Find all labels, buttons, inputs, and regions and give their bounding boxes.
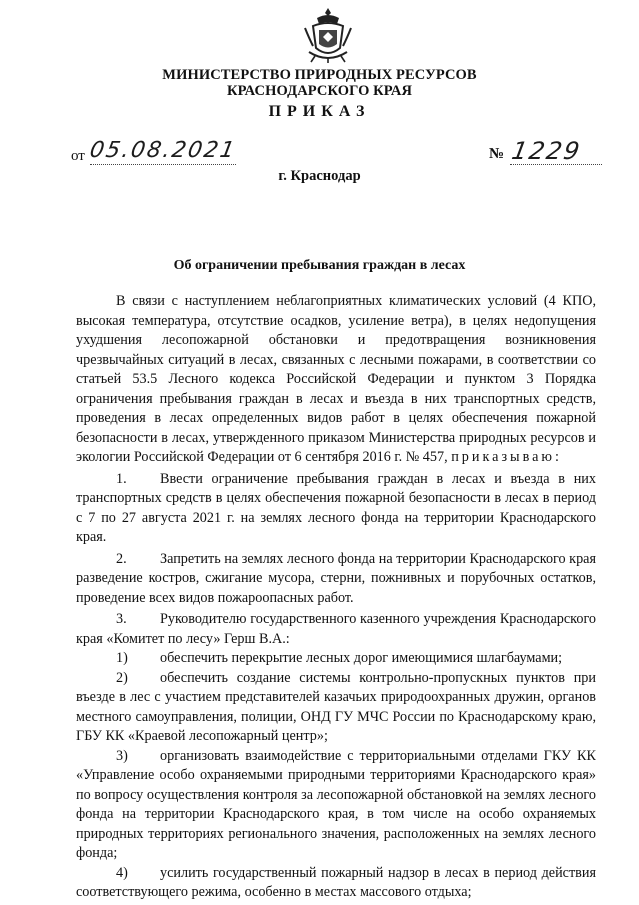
coat-of-arms-icon	[303, 6, 353, 64]
intro-text: В связи с наступлением неблагоприятных климатических условий (4 КПО, высокая температура, отсутствие осадков, усиление ветра), в целях недопущения ухудшения лесопожарной обстановки и предотвращения возникновения чрезвычайных ситуаций в лесах, связанных с лесными пожарами, в соответствии со статьей 53.5 Лесного кодекса Российской Федерации и пунктом 3 Порядка ограничения пребывания граждан в лесах и въезда в них транспортных средств, проведения в лесах определенных видов работ в целях обеспечения пожарной безопасности в лесах, утвержденного приказом Министерства природных ресурсов и экологии Российской Федерации от 6 сентября 2016 г. № 457,	[76, 293, 596, 465]
item-text: Запретить на землях лесного фонда на территории Краснодарского края разведение костров, сжигание мусора, стерни, пожнивных и порубочных остатков, проведение всех видов пожароопасных работ.	[76, 550, 596, 606]
handwritten-date: 05.08.2021	[87, 138, 239, 163]
ministry-name-line2: КРАСНОДАРСКОГО КРАЯ	[226, 83, 413, 99]
subitem-number: 4)	[116, 864, 128, 881]
document-body	[76, 292, 596, 903]
subitem-text: организовать взаимодействие с территориальными отделами ГКУ КК «Управление особо охраняемыми природными территориями Краснодарского края» по вопросу осуществления контроля за лесопожарной обстановкой на землях лесного фонда на территории Краснодарского края, в том числе на особо охраняемых природных территориях регионального значения, расположенных на землях лесного фонда;	[76, 747, 596, 861]
document-title: Об ограничении пребывания граждан в лесах	[173, 258, 466, 273]
item-text: Руководителю государственного казенного учреждения Краснодарского края «Комитет по лесу» Герш В.А.:	[76, 611, 596, 647]
item-1	[76, 470, 596, 548]
handwritten-number: 1229	[509, 137, 584, 165]
subitem-1	[76, 649, 596, 669]
date-prefix: от	[71, 148, 85, 164]
subitem-number: 3)	[116, 747, 128, 764]
subitem-number: 1)	[116, 650, 128, 666]
number-underline	[510, 164, 602, 165]
subitem-text: усилить государственный пожарный надзор в лесах в период действия соответствующего режима, особенно в местах массового отдыха;	[76, 864, 596, 900]
city: г. Краснодар	[278, 168, 361, 184]
subitem-2	[76, 669, 596, 747]
item-number: 3.	[116, 611, 127, 627]
item-number: 1.	[116, 470, 127, 487]
item-text: Ввести ограничение пребывания граждан в лесах и въезда в них транспортных средств в целях обеспечения пожарной безопасности в лесах в период с 7 по 27 августа 2021 г. на землях лесного фонда на территории Краснодарского края.	[76, 470, 596, 545]
item-2	[76, 550, 596, 609]
subitem-number: 2)	[116, 669, 128, 686]
decree-word: приказываю:	[451, 449, 562, 465]
subitem-text: обеспечить перекрытие лесных дорог имеющимися шлагбаумами;	[160, 650, 563, 666]
subitem-4	[76, 864, 596, 903]
number-sign: №	[489, 146, 505, 162]
subitem-3	[76, 747, 596, 864]
ministry-name-line1: МИНИСТЕРСТВО ПРИРОДНЫХ РЕСУРСОВ	[162, 67, 477, 83]
document-type: ПРИКАЗ	[268, 103, 371, 120]
item-number: 2.	[116, 550, 127, 567]
intro-paragraph	[76, 292, 596, 468]
item-3	[76, 610, 596, 649]
subitem-text: обеспечить создание системы контрольно-пропускных пунктов при въезде в лес с участием представителей казачьих природоохранных дружин, органов местного самоуправления, полиции, ОНД ГУ МЧС России по Краснодарскому краю, ГБУ КК «Краевой лесопожарный центр»;	[76, 669, 596, 744]
date-underline	[90, 164, 236, 165]
